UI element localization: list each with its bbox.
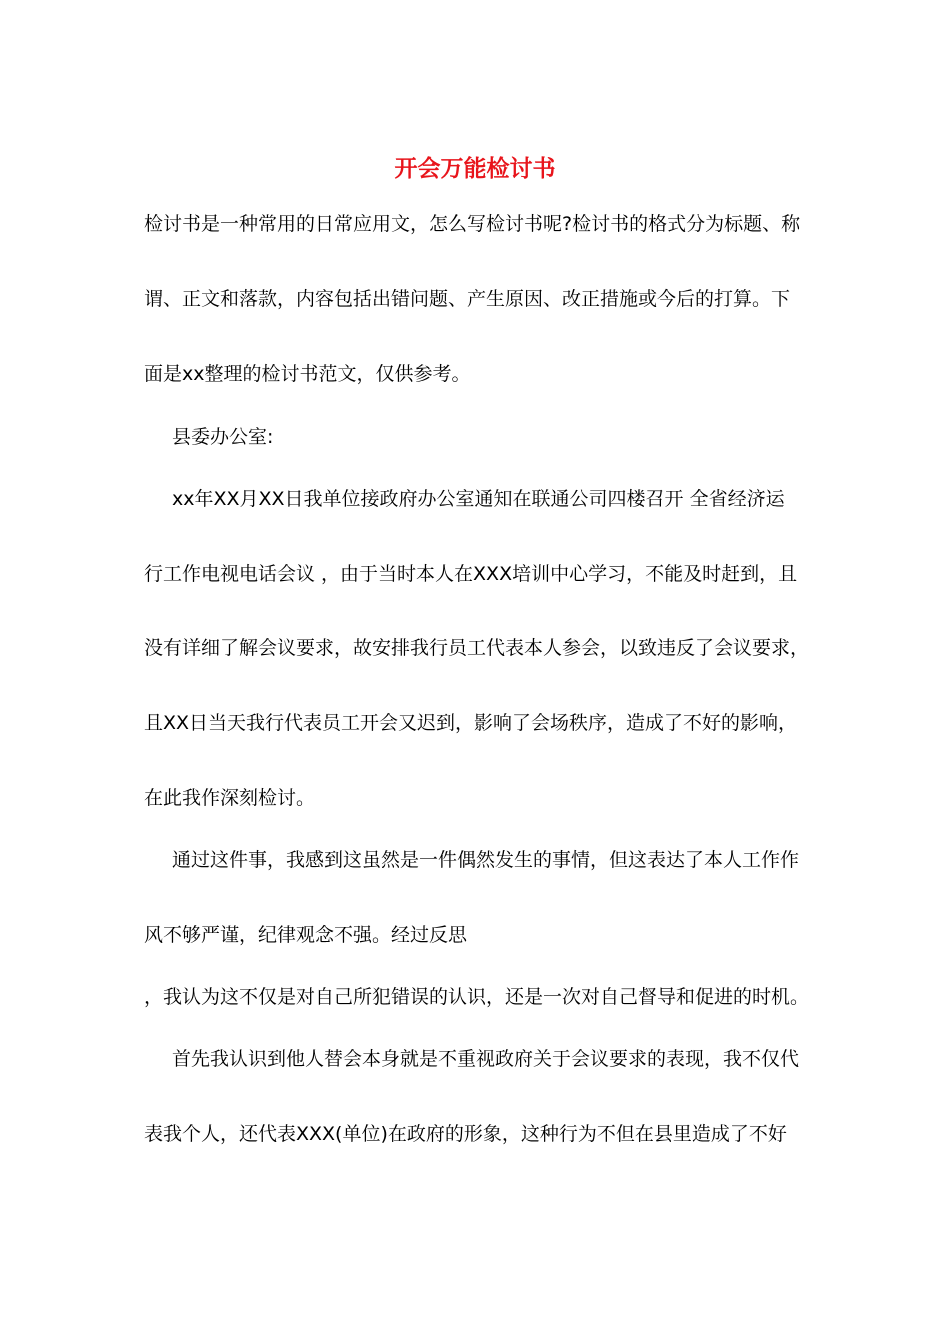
paragraph-line: 没有详细了解会议要求，故安排我行员工代表本人参会，以致违反了会议要求， xyxy=(144,637,810,659)
paragraph-line: 表我个人，还代表XXX(单位)在政府的形象，这种行为不但在县里造成了不好 xyxy=(144,1123,787,1145)
paragraph-line: 通过这件事，我感到这虽然是一件偶然发生的事情，但这表达了本人工作作 xyxy=(172,849,800,871)
salutation: 县委办公室: xyxy=(172,426,274,448)
paragraph-line: 谓、正文和落款，内容包括出错问题、产生原因、改正措施或今后的打算。下 xyxy=(144,288,791,310)
paragraph-line: 首先我认识到他人替会本身就是不重视政府关于会议要求的表现，我不仅代 xyxy=(172,1048,800,1070)
document-title: 开会万能检讨书 xyxy=(394,155,556,182)
paragraph-line: xx年XX月XX日我单位接政府办公室通知在联通公司四楼召开 全省经济运 xyxy=(172,488,785,510)
paragraph-line: ，我认为这不仅是对自己所犯错误的认识，还是一次对自己督导和促进的时机。 xyxy=(144,986,810,1008)
paragraph-line: 行工作电视电话会议 ，由于当时本人在XXX培训中心学习，不能及时赶到，且 xyxy=(144,563,798,585)
paragraph-line: 面是xx整理的检讨书范文，仅供参考。 xyxy=(144,363,471,385)
paragraph-line: 检讨书是一种常用的日常应用文，怎么写检讨书呢?检讨书的格式分为标题、称 xyxy=(144,213,801,235)
paragraph-line: 且XX日当天我行代表员工开会又迟到，影响了会场秩序，造成了不好的影响， xyxy=(144,712,798,734)
paragraph-line: 风不够严谨，纪律观念不强。经过反思 xyxy=(144,924,468,946)
paragraph-line: 在此我作深刻检讨。 xyxy=(144,787,316,809)
